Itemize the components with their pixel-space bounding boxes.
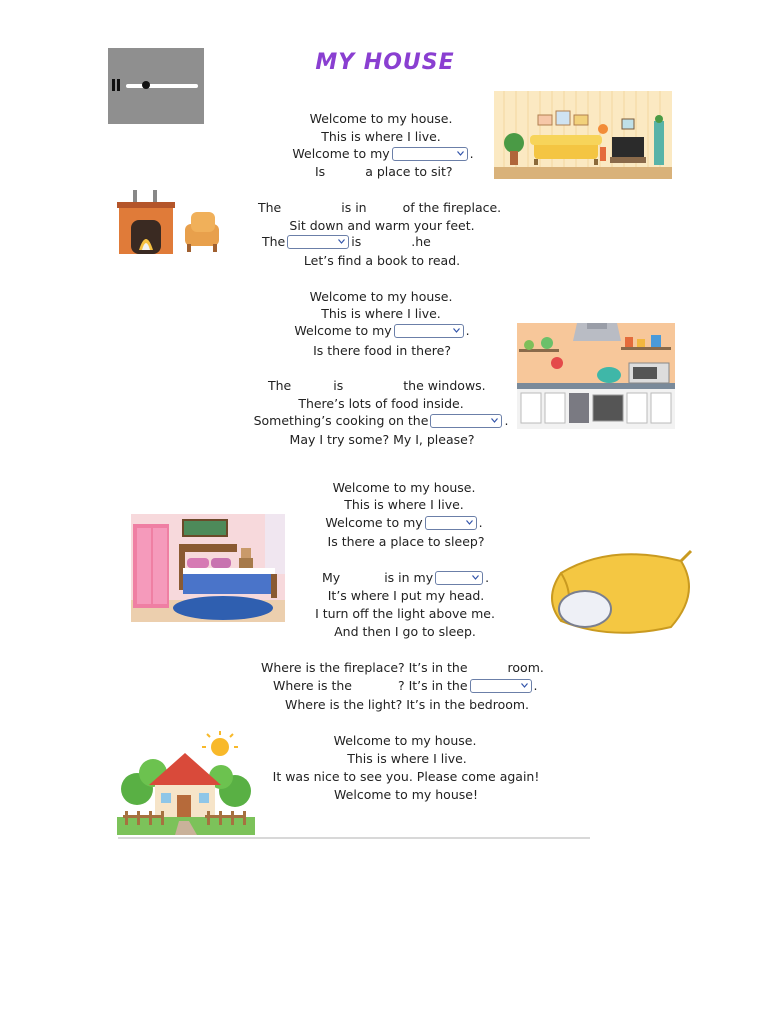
lyric-line: Is there a place to sleep? — [327, 534, 485, 549]
answer-dropdown[interactable] — [425, 516, 477, 530]
pillow-image — [541, 543, 701, 641]
lyric-text: The — [268, 378, 292, 393]
lyric-text: Is — [315, 164, 326, 179]
chevron-down-icon — [453, 328, 460, 333]
lyric-text: the windows. — [403, 378, 486, 393]
lyric-line: This is where I live. — [321, 129, 441, 144]
lyric-line: Where is the light? It’s in the bedroom. — [284, 697, 530, 712]
answer-dropdown[interactable] — [394, 324, 464, 338]
page-title: MY HOUSE — [315, 50, 455, 75]
lyric-text: is — [333, 378, 344, 393]
lyric-text: . — [469, 146, 474, 161]
lyric-line: It’s where I put my head. — [327, 588, 485, 603]
lyric-line: It was nice to see you. Please come again! — [272, 769, 540, 784]
lyric-text: . — [478, 515, 483, 530]
lyric-text: Where is the — [273, 678, 352, 693]
audio-progress-track[interactable] — [126, 84, 198, 88]
lyric-line: This is where I live. — [347, 751, 467, 766]
answer-dropdown[interactable] — [435, 571, 483, 585]
lyric-line — [268, 378, 486, 393]
lyric-text: My — [322, 570, 341, 585]
lyric-line: Welcome to my house! — [334, 787, 478, 802]
lyric-line — [273, 678, 538, 693]
lyric-line: There’s lots of food inside. — [298, 396, 464, 411]
lyric-text: . — [485, 570, 490, 585]
lyric-line: Sit down and warm your feet. — [289, 218, 475, 233]
lyric-line — [292, 146, 473, 161]
divider — [118, 837, 590, 839]
house-image — [117, 731, 255, 835]
lyric-line: May I try some? My I, please? — [289, 432, 475, 447]
lyric-text: room. — [507, 660, 544, 675]
lyric-text: . — [504, 413, 509, 428]
lyric-line — [262, 234, 431, 249]
lyric-text: is in my — [384, 570, 434, 585]
lyric-line — [254, 413, 509, 428]
lyric-text: The — [262, 234, 286, 249]
lyric-text: Welcome to my — [325, 515, 423, 530]
pause-icon[interactable] — [112, 79, 122, 91]
chevron-down-icon — [491, 418, 498, 423]
lyric-line: Welcome to my house. — [333, 733, 477, 748]
lyric-text: Welcome to my — [294, 323, 392, 338]
lyric-text: . — [465, 323, 470, 338]
lyric-line: I turn off the light above me. — [315, 606, 495, 621]
kitchen-image — [517, 323, 675, 429]
answer-dropdown[interactable] — [392, 147, 468, 161]
lyric-line — [315, 164, 452, 179]
lyric-text: . — [533, 678, 538, 693]
lyric-text: ? It’s in the — [397, 678, 468, 693]
lyric-text: of the fireplace. — [402, 200, 502, 215]
lyric-text: a place to sit? — [365, 164, 453, 179]
lyric-line: Is there food in there? — [313, 343, 451, 358]
lyric-text: is — [351, 234, 362, 249]
lyric-text: Welcome to my — [292, 146, 390, 161]
lyric-text: Where is the fireplace? It’s in the — [261, 660, 468, 675]
answer-dropdown[interactable] — [430, 414, 502, 428]
lyric-text: .he — [411, 234, 431, 249]
audio-player[interactable] — [108, 48, 204, 124]
lyric-line — [294, 323, 469, 338]
chevron-down-icon — [457, 151, 464, 156]
chevron-down-icon — [521, 683, 528, 688]
lyric-line — [322, 570, 489, 585]
lyric-line — [261, 660, 544, 675]
lyric-text: The — [258, 200, 282, 215]
answer-dropdown[interactable] — [470, 679, 532, 693]
fireplace-armchair-image — [113, 184, 228, 262]
living-room-image — [494, 91, 672, 179]
chevron-down-icon — [466, 520, 473, 525]
lyric-line: This is where I live. — [344, 497, 464, 512]
answer-dropdown[interactable] — [287, 235, 349, 249]
lyric-line: This is where I live. — [321, 306, 441, 321]
lyric-line: Welcome to my house. — [309, 111, 453, 126]
lyric-line: Let’s find a book to read. — [303, 253, 461, 268]
lyric-line: Welcome to my house. — [309, 289, 453, 304]
lyric-line — [258, 200, 501, 215]
bedroom-image — [131, 514, 285, 622]
chevron-down-icon — [338, 239, 345, 244]
lyric-line: And then I go to sleep. — [334, 624, 476, 639]
lyric-text: Something’s cooking on the — [253, 413, 429, 428]
lyric-line: Welcome to my house. — [332, 480, 476, 495]
lyric-line — [325, 515, 482, 530]
lyric-text: is in — [341, 200, 367, 215]
chevron-down-icon — [472, 575, 479, 580]
